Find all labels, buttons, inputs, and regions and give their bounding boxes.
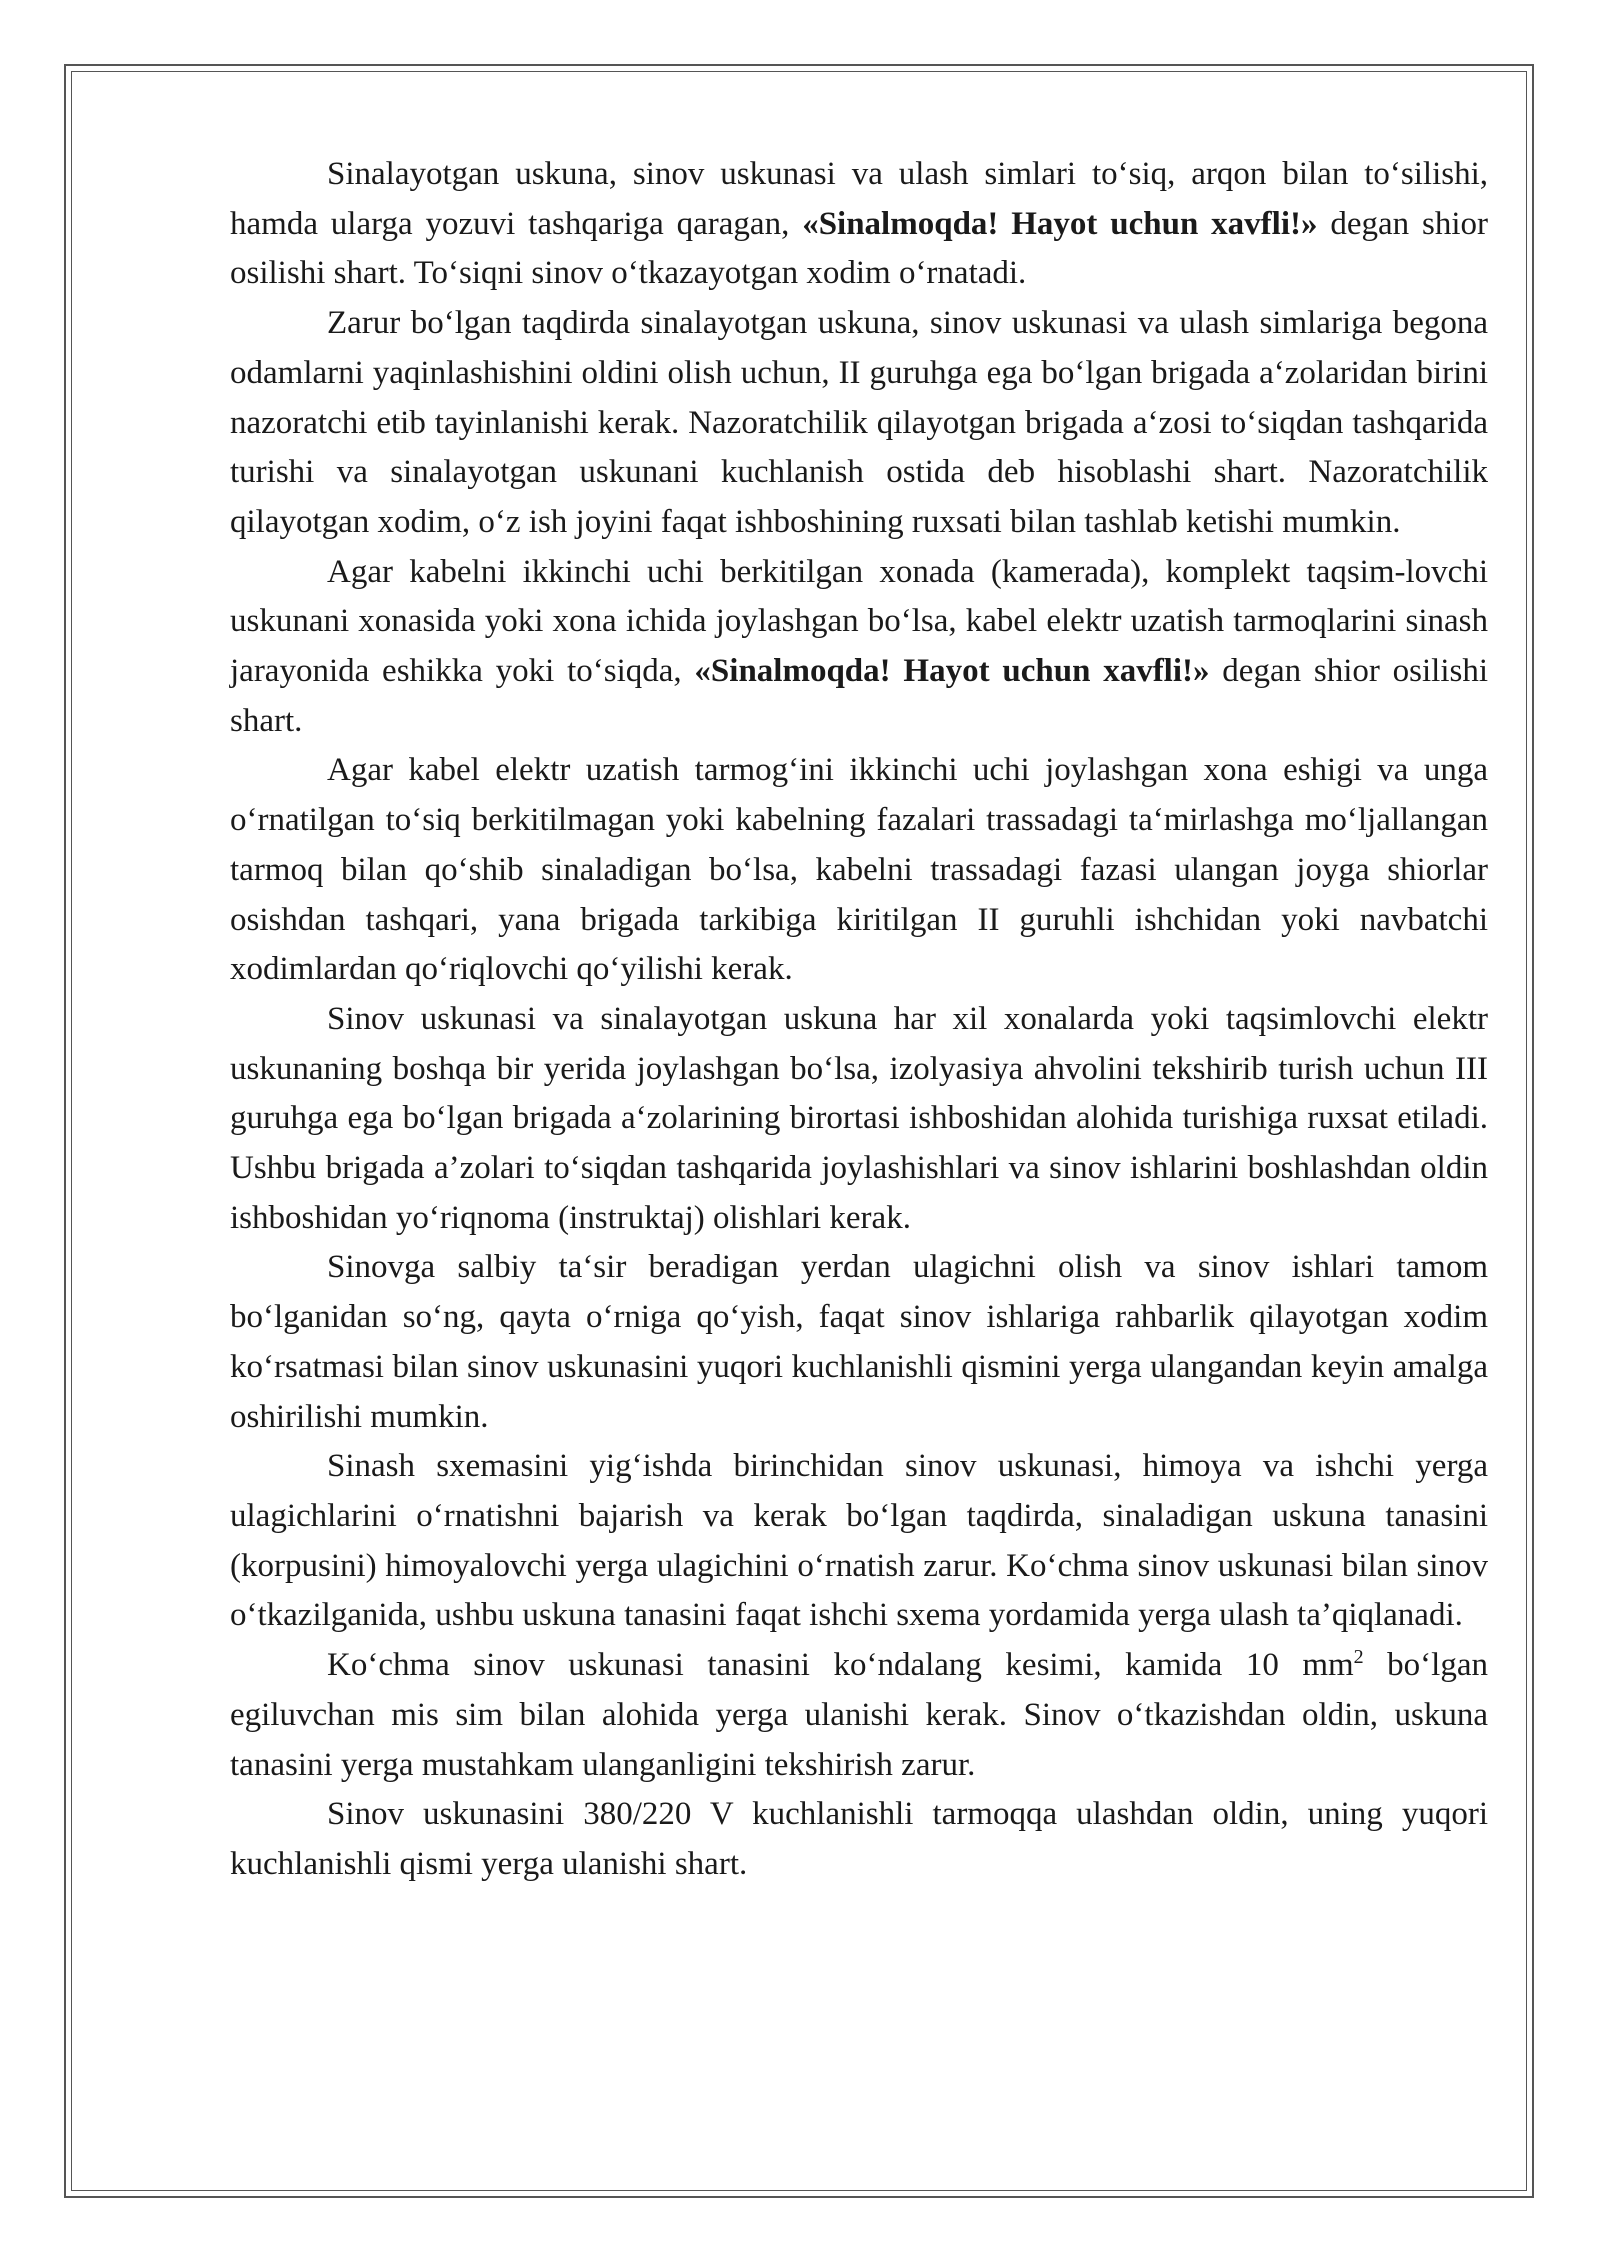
paragraph-text: Sinash sxemasini yig‘ishda birinchidan sinov uskunasi, himoya va ishchi yerga ulagichlarini o‘rnatishni bajarish va kerak bo‘lgan taqdirda, sinaladigan uskuna tanasini (korpusini) himoyalovchi yerga ulagichini o‘rnatish zarur. Ko‘chma sinov uskunasi bilan sinov o‘tkazilganida, ushbu uskuna tanasini faqat ishchi sxema yordamida yerga ulash ta’qiqlanadi. — [230, 1448, 1488, 1634]
paragraph — [230, 150, 1488, 299]
paragraph — [230, 1243, 1488, 1442]
paragraph-text: bo‘lgan egiluvchan mis sim bilan alohida yerga ulanishi kerak. Sinov o‘tkazishdan oldin, uskuna tanasini yerga mustahkam ulanganligini tekshirish zarur. — [230, 1647, 1488, 1783]
warning-sign-text: «Sinalmoqda! Hayot uchun xavfli!» — [694, 653, 1210, 690]
paragraph-text: Sinalayotgan uskuna, sinov uskunasi va ulash simlari to‘siq, arqon bilan to‘silishi, hamda ularga yozuvi tashqariga qaragan, — [230, 156, 1488, 242]
paragraph — [230, 1641, 1488, 1790]
paragraph-text: degan shior osilishi shart. — [230, 653, 1488, 739]
paragraph — [230, 1790, 1488, 1889]
paragraph-text: Sinov uskunasini 380/220 V kuchlanishli tarmoqqa ulashdan oldin, uning yuqori kuchlanishli qismi yerga ulanishi shart. — [230, 1796, 1488, 1882]
warning-sign-text: «Sinalmoqda! Hayot uchun xavfli!» — [802, 205, 1318, 242]
paragraph — [230, 548, 1488, 747]
paragraph-text: Zarur bo‘lgan taqdirda sinalayotgan uskuna, sinov uskunasi va ulash simlariga begona odamlarni yaqinlashishini oldini olish uchun, II guruhga ega bo‘lgan brigada a‘zolaridan birini nazoratchi etib tayinlanishi kerak. Nazoratchilik qilayotgan brigada a‘zosi to‘siqdan tashqarida turishi va sinalayotgan uskunani kuchlanish ostida deb hisoblashi shart. Nazoratchilik qilayotgan xodim, o‘z ish joyini faqat ishboshining ruxsati bilan tashlab ketishi mumkin. — [230, 305, 1488, 540]
paragraph — [230, 1442, 1488, 1641]
paragraph-text: degan shior osilishi shart. To‘siqni sinov o‘tkazayotgan xodim o‘rnatadi. — [230, 205, 1488, 292]
paragraph-text: Agar kabel elektr uzatish tarmog‘ini ikkinchi uchi joylashgan xona eshigi va unga o‘rnatilgan to‘siq berkitilmagan yoki kabelning fazalari trassadagi ta‘mirlashga mo‘ljallangan tarmoq bilan qo‘shib sinaladigan bo‘lsa, kabelni trassadagi fazasi ulangan joyga shiorlar osishdan tashqari, yana brigada tarkibiga kiritilgan II guruhli ishchidan yoki navbatchi xodimlardan qo‘riqlovchi qo‘yilishi kerak. — [230, 752, 1488, 988]
paragraph-text: Sinov uskunasi va sinalayotgan uskuna har xil xonalarda yoki taqsimlovchi elektr uskunaning boshqa bir yerida joylashgan bo‘lsa, izolyasiya ahvolini tekshirib turish uchun III guruhga ega bo‘lgan brigada a‘zolarining birortasi ishboshidan alohida turishiga ruxsat etiladi. Ushbu brigada a’zolari to‘siqdan tashqarida joylashishlari va sinov ishlarini boshlashdan oldin ishboshidan yo‘riqnoma (instruktaj) olishlari kerak. — [230, 1000, 1488, 1236]
document-body — [230, 150, 1488, 1890]
paragraph — [230, 995, 1488, 1244]
paragraph-text: Sinovga salbiy ta‘sir beradigan yerdan ulagichni olish va sinov ishlari tamom bo‘lganidan so‘ng, qayta o‘rniga qo‘yish, faqat sinov ishlariga rahbarlik qilayotgan xodim ko‘rsatmasi bilan sinov uskunasini yuqori kuchlanishli qismini yerga ulangandan keyin amalga oshirilishi mumkin. — [230, 1249, 1488, 1435]
paragraph-text: Agar kabelni ikkinchi uchi berkitilgan xonada (kamerada), komplekt taqsim-lovchi uskunani xonasida yoki xona ichida joylashgan bo‘lsa, kabel elektr uzatish tarmoqlarini sinash jarayonida eshikka yoki to‘siqda, — [230, 553, 1488, 690]
superscript: 2 — [1353, 1646, 1364, 1669]
paragraph-text: Ko‘chma sinov uskunasi tanasini ko‘ndalang kesimi, kamida 10 mm — [327, 1647, 1354, 1684]
paragraph — [230, 746, 1488, 995]
paragraph — [230, 299, 1488, 548]
